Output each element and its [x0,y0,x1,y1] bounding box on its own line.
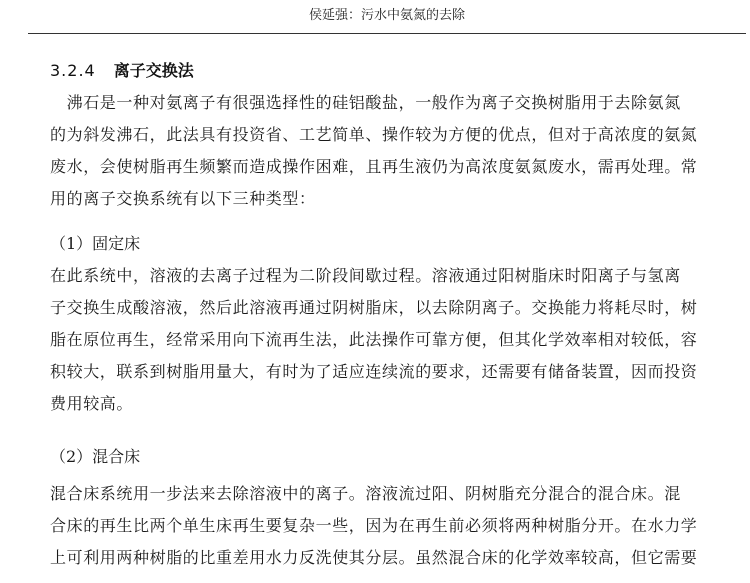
section-title: 离子交换法 [113,61,194,80]
section-heading [50,60,194,82]
paragraph-intro [50,87,740,215]
section-number: 3.2.4 [50,61,96,80]
text-line: 混合床系统用一步法来去除溶液中的离子。溶液流过阳、阴树脂充分混合的混合床。混 [50,484,681,503]
text-line: 上可利用两种树脂的比重差用水力反洗使其分层。虽然混合床的化学效率较高，但它需要 [50,548,698,567]
text-line: 在此系统中，溶液的去离子过程为二阶段间歇过程。溶液通过阳树脂床时阳离子与氢离 [50,266,681,285]
text-line: 废水，会使树脂再生频繁而造成操作困难，且再生液仍为高浓度氨氮废水，需再处理。常 [50,157,698,176]
text-line: 脂在原位再生，经常采用向下流再生法，此法操作可靠方便，但其化学效率相对较低，容 [50,330,698,349]
running-header-title: 侯延强：污水中氨氮的去除 [308,8,465,23]
text-line: 的为斜发沸石，此法具有投资省、工艺简单、操作较为方便的优点，但对于高浓度的氨氮 [50,125,698,144]
running-header [28,7,746,34]
paragraph-mixed-bed [50,478,740,574]
text-line: 子交换生成酸溶液，然后此溶液再通过阴树脂床，以去除阴离子。交换能力将耗尽时，树 [50,298,698,317]
paragraph-fixed-bed [50,260,740,420]
text-line: 合床的再生比两个单生床再生要复杂一些，因为在再生前必须将两种树脂分开。在水力学 [50,516,698,535]
subheading-fixed-bed: （1）固定床 [50,234,141,253]
text-line: 费用较高。 [50,394,134,413]
text-line: 用的离子交换系统有以下三种类型： [50,189,316,208]
subheading-mixed-bed: （2）混合床 [50,447,141,466]
text-line: 积较大，联系到树脂用量大，有时为了适应连续流的要求，还需要有储备装置，因而投资 [50,362,698,381]
text-line: 沸石是一种对氨离子有很强选择性的硅铝酸盐，一般作为离子交换树脂用于去除氨氮 [50,93,681,112]
